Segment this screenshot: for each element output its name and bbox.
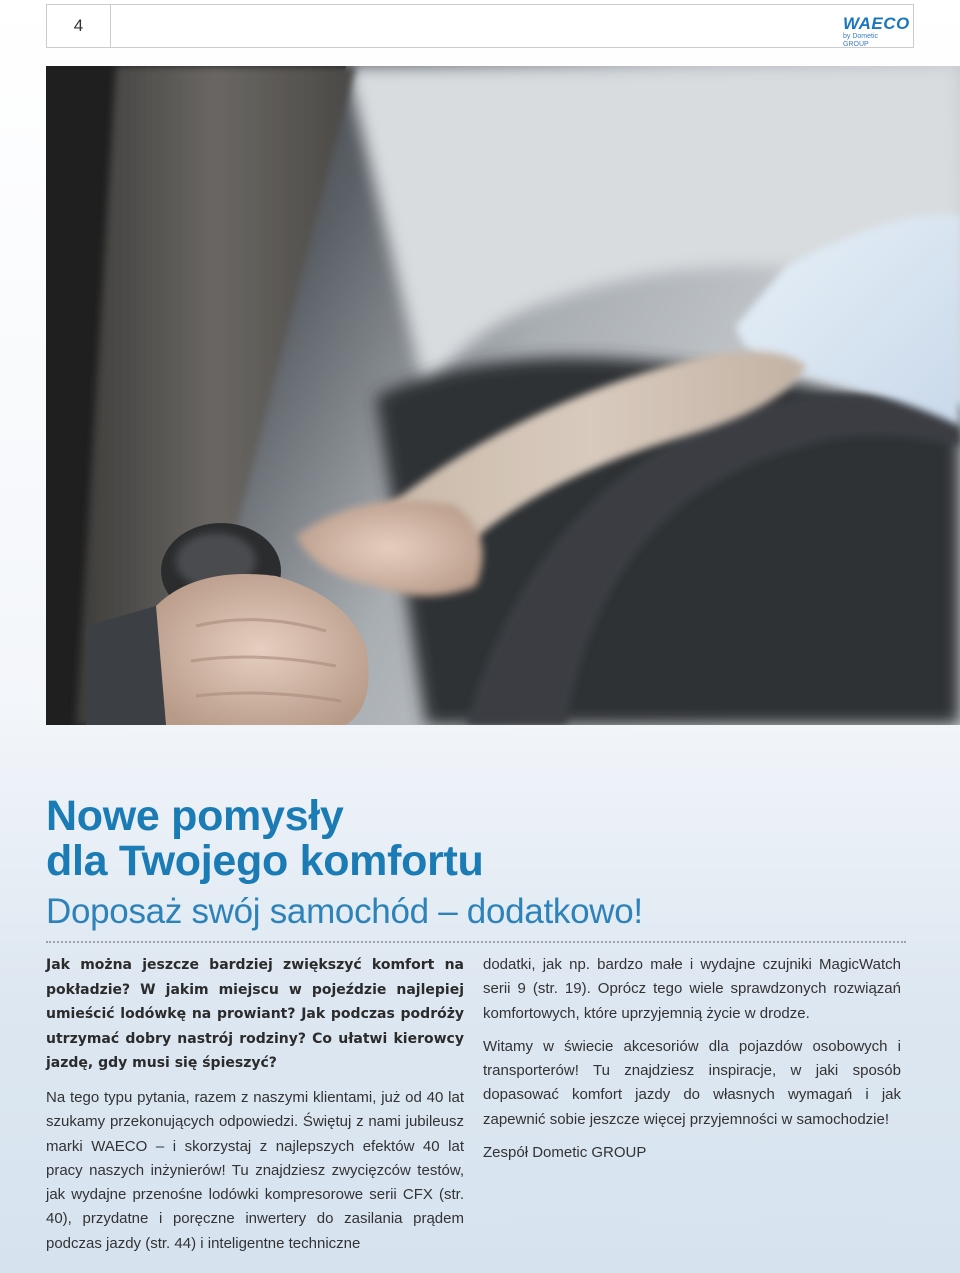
dotted-divider (46, 941, 906, 943)
page-header (46, 4, 914, 48)
signature: Zespół Dometic GROUP (483, 1144, 647, 1162)
lead-paragraph: Jak można jeszcze bardziej zwiększyć komfort na pokładzie? W jakim miejscu w pojeździe najlepiej umieścić lodówkę na prowiant? Jak podczas podróży utrzymać dobry nastrój rodziny? Co ułatwi kierowcy jazdę, gdy musi się śpieszyć? (46, 957, 464, 1072)
left-column (46, 953, 464, 1256)
page-number: 4 (47, 5, 111, 47)
body-paragraph-1: Na tego typu pytania, razem z naszymi klientami, już od 40 lat szukamy przekonujących odpowiedzi. Świętuj z nami jubileusz marki WAECO – i skorzystaj z najlepszych efektów 40 lat pracy naszych inżynierów! Tu znajdziesz zwycięzców testów, jak wydajne przenośne lodówki kompresorowe serii CFX (str. 40), przydatne i poręczne inwertery do zasilania prądem podczas jazdy (str. 44) i inteligentne techniczne (46, 1088, 464, 1252)
page-subtitle: Doposaż swój samochód – dodatkowo! (46, 892, 643, 931)
title-line-1: Nowe pomysły (46, 792, 344, 840)
body-paragraph-3: Witamy w świecie akcesoriów dla pojazdów osobowych i transporterów! Tu znajdziesz inspiracje, w jaki sposób dopasować komfort jazdy do własnych wymagań i jak zapewnić sobie jeszcze więcej przyjemności w samochodzie! (483, 1037, 901, 1128)
logo-brand: WAECO (843, 14, 910, 33)
title-line-2: dla Twojego komfortu (46, 837, 484, 885)
photo-illustration (46, 66, 960, 725)
waeco-logo (843, 14, 910, 48)
logo-tagline: by Dometic GROUP (843, 33, 879, 48)
car-interior-photo (46, 66, 960, 725)
right-column (483, 953, 901, 1165)
body-paragraph-2: dodatki, jak np. bardzo małe i wydajne czujniki MagicWatch serii 9 (str. 19). Oprócz tego wiele sprawdzonych rozwiązań komfortowych, które uprzyjemnią życie w drodze. (483, 956, 901, 1022)
page-title (46, 794, 484, 884)
